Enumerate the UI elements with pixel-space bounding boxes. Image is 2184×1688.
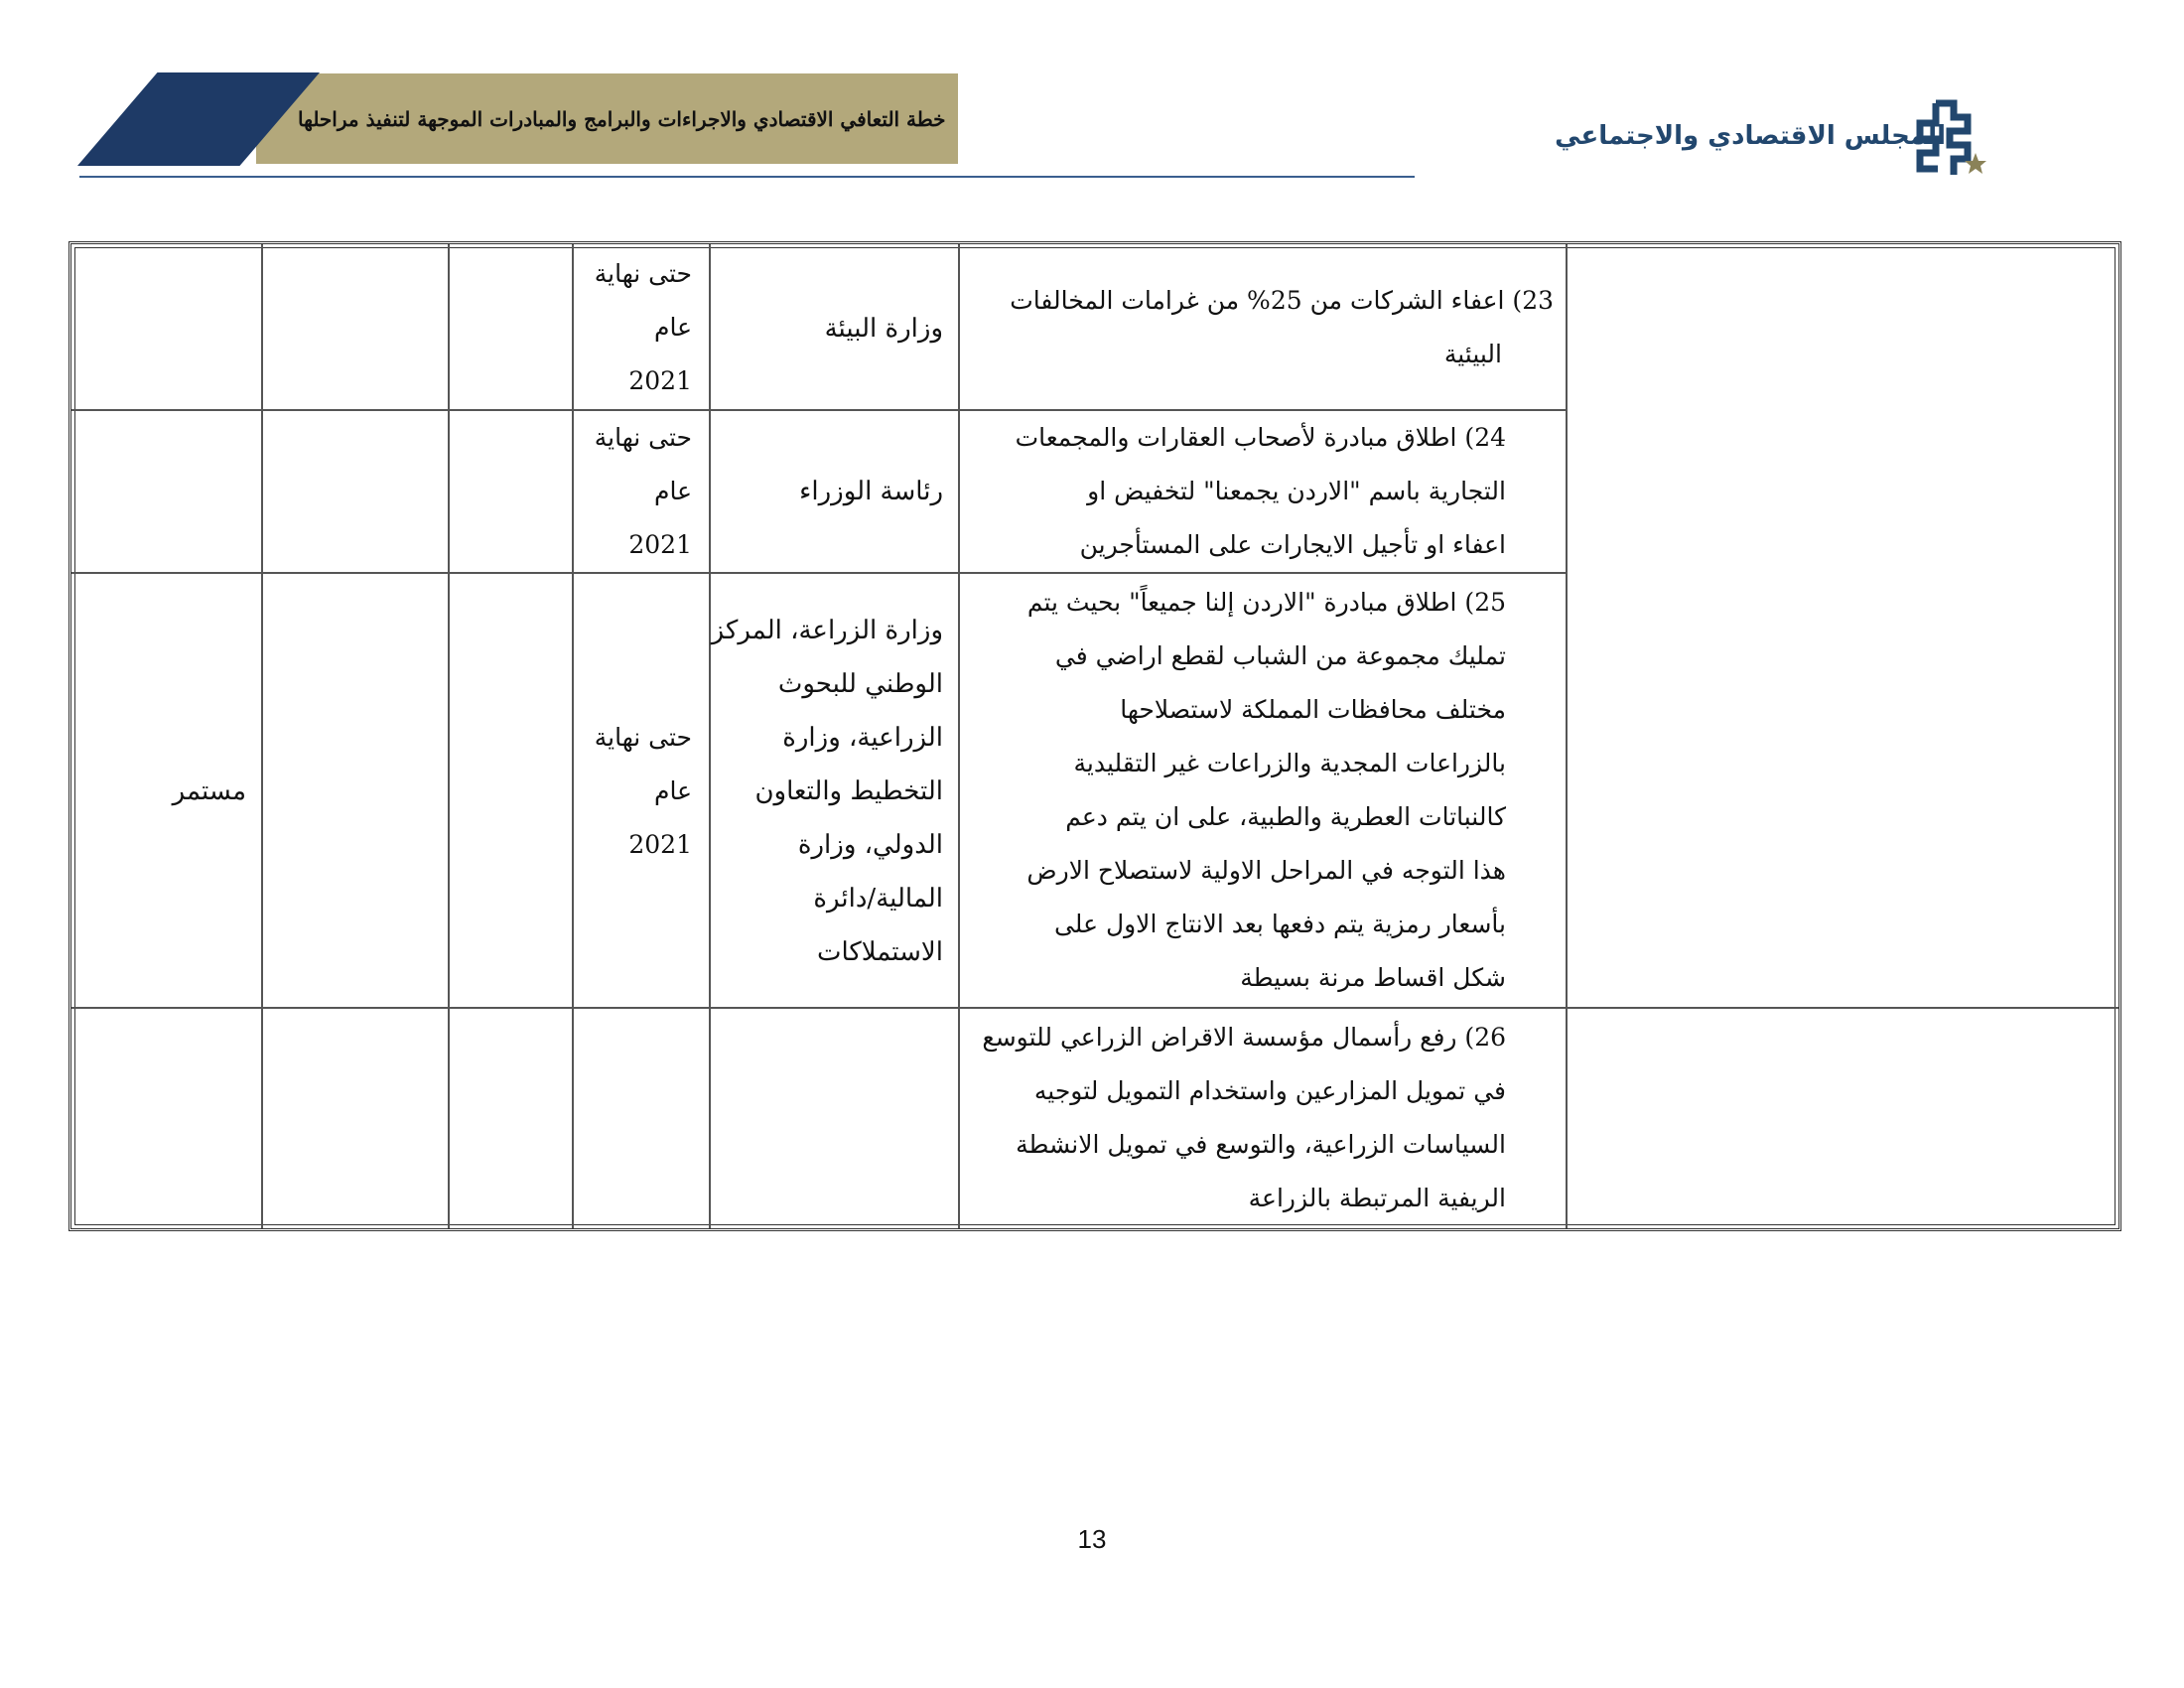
table-row-initiative: 26) رفع رأسمال مؤسسة الاقراض الزراعي للتوسع في تمويل المزارعين واستخدام التمويل لتوجيه السياسات الزراعية، والتوسع في تمويل الانشطة الريفية المرتبطة بالزراعة: [982, 1023, 1506, 1212]
table-row-timeline: حتى نهاية عام 2021: [594, 423, 692, 559]
column-divider: [709, 244, 711, 1228]
table-row-entity: وزارة الزراعة، المركز الوطني للبحوث الزراعية، وزارة التخطيط والتعاون الدولي، وزارة المالية/دائرة الاستملاكات: [711, 616, 943, 967]
organization-name: المجلس الاقتصادي والاجتماعي: [1555, 121, 1946, 151]
table-row-initiative: 23) اعفاء الشركات من 25% من غرامات المخالفات البيئية: [1010, 286, 1554, 368]
table-row-initiative: 25) اطلاق مبادرة "الاردن إلنا جميعاً" بحيث يتم تمليك مجموعة من الشباب لقطع اراضي في مختلف محافظات المملكة لاستصلاحها بالزراعات المجدية والزراعات غير التقليدية كالنباتات العطرية والطبية، على ان يتم دعم هذا التوجه في المراحل الاولية لاستصلاح الارض بأسعار رمزية يتم دفعها بعد الانتاج الاول على شكل اقساط مرنة بسيطة: [1026, 588, 1506, 992]
row-divider: [71, 1007, 2118, 1009]
table-row-status: مستمر: [172, 776, 246, 806]
council-logo-icon: [1906, 95, 1995, 185]
table-row-timeline: حتى نهاية عام 2021: [594, 259, 692, 395]
table-row-initiative: 24) اطلاق مبادرة لأصحاب العقارات والمجمعات التجارية باسم "الاردن يجمعنا" لتخفيض او اعفاء او تأجيل الايجارات على المستأجرين: [1015, 423, 1506, 559]
row-divider: [71, 572, 1567, 574]
page-number: 13: [1077, 1524, 1107, 1554]
table-row-entity: رئاسة الوزراء: [799, 477, 943, 506]
column-divider: [261, 244, 263, 1228]
column-divider: [572, 244, 574, 1228]
document-title: خطة التعافي الاقتصادي والاجراءات والبرامج والمبادرات الموجهة لتنفيذ مراحلها: [298, 106, 946, 131]
table-row-entity: وزارة البيئة: [824, 314, 943, 344]
column-divider: [1566, 244, 1568, 1228]
column-divider: [448, 244, 450, 1228]
header-divider: [79, 176, 1415, 178]
table-row-timeline: حتى نهاية عام 2021: [594, 723, 692, 859]
column-divider: [958, 244, 960, 1228]
